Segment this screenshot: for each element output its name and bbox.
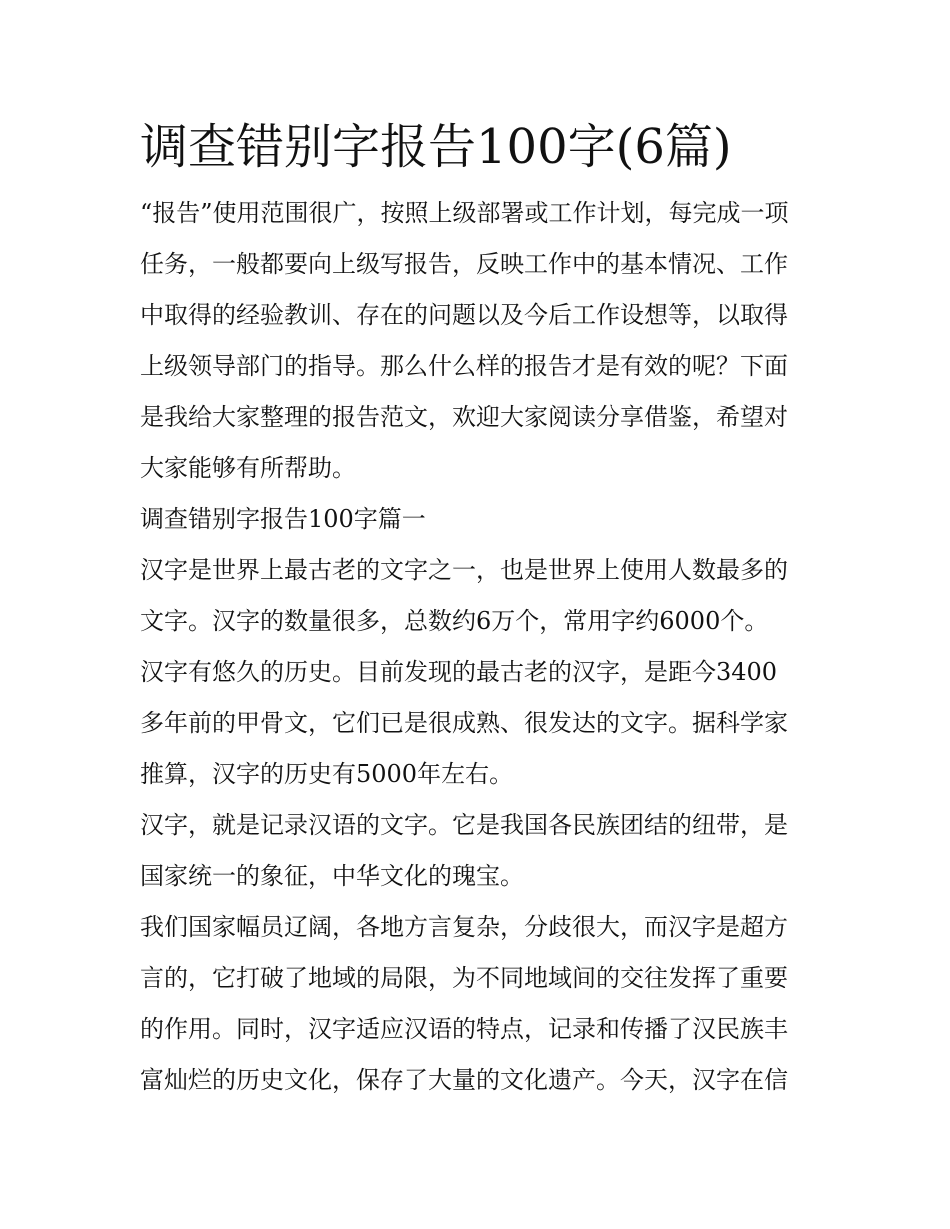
text-line: 大家能够有所帮助。 bbox=[140, 454, 356, 482]
body-paragraph bbox=[140, 800, 815, 902]
text-line: 是我给大家整理的报告范文，欢迎大家阅读分享借鉴，希望对 bbox=[140, 403, 788, 431]
body-paragraph bbox=[140, 647, 815, 800]
text-line: 多年前的甲骨文，它们已是很成熟、很发达的文字。据科学家 bbox=[140, 709, 788, 737]
text-line: 汉字，就是记录汉语的文字。它是我国各民族团结的纽带，是 bbox=[140, 811, 788, 839]
text-line: 汉字有悠久的历史。目前发现的最古老的汉字，是距今3400 bbox=[140, 658, 778, 686]
text-line: “报告”使用范围很广，按照上级部署或工作计划，每完成一项 bbox=[140, 199, 789, 227]
section-heading-text: 调查错别字报告100字篇一 bbox=[140, 505, 426, 533]
document-title: 调查错别字报告100字(6篇) bbox=[140, 119, 732, 175]
text-line: 中取得的经验教训、存在的问题以及今后工作设想等，以取得 bbox=[140, 301, 788, 329]
text-line: 富灿烂的历史文化，保存了大量的文化遗产。今天，汉字在信 bbox=[140, 1066, 788, 1094]
body-paragraph bbox=[140, 545, 815, 647]
text-line: 言的，它打破了地域的局限，为不同地域间的交往发挥了重要 bbox=[140, 964, 788, 992]
text-line: 的作用。同时，汉字适应汉语的特点，记录和传播了汉民族丰 bbox=[140, 1015, 788, 1043]
text-line: 文字。汉字的数量很多，总数约6万个，常用字约6000个。 bbox=[140, 607, 769, 635]
text-line: 我们国家幅员辽阔，各地方言复杂，分歧很大，而汉字是超方 bbox=[140, 913, 788, 941]
text-line: 任务，一般都要向上级写报告，反映工作中的基本情况、工作 bbox=[140, 250, 788, 278]
intro-paragraph bbox=[140, 188, 815, 494]
document-body bbox=[140, 112, 815, 1106]
text-line: 国家统一的象征，中华文化的瑰宝。 bbox=[140, 862, 524, 890]
text-line: 汉字是世界上最古老的文字之一，也是世界上使用人数最多的 bbox=[140, 556, 788, 584]
text-line: 上级领导部门的指导。那么什么样的报告才是有效的呢？下面 bbox=[140, 352, 788, 380]
section-heading bbox=[140, 494, 815, 545]
text-line: 推算，汉字的历史有5000年左右。 bbox=[140, 760, 514, 788]
body-paragraph bbox=[140, 902, 815, 1106]
